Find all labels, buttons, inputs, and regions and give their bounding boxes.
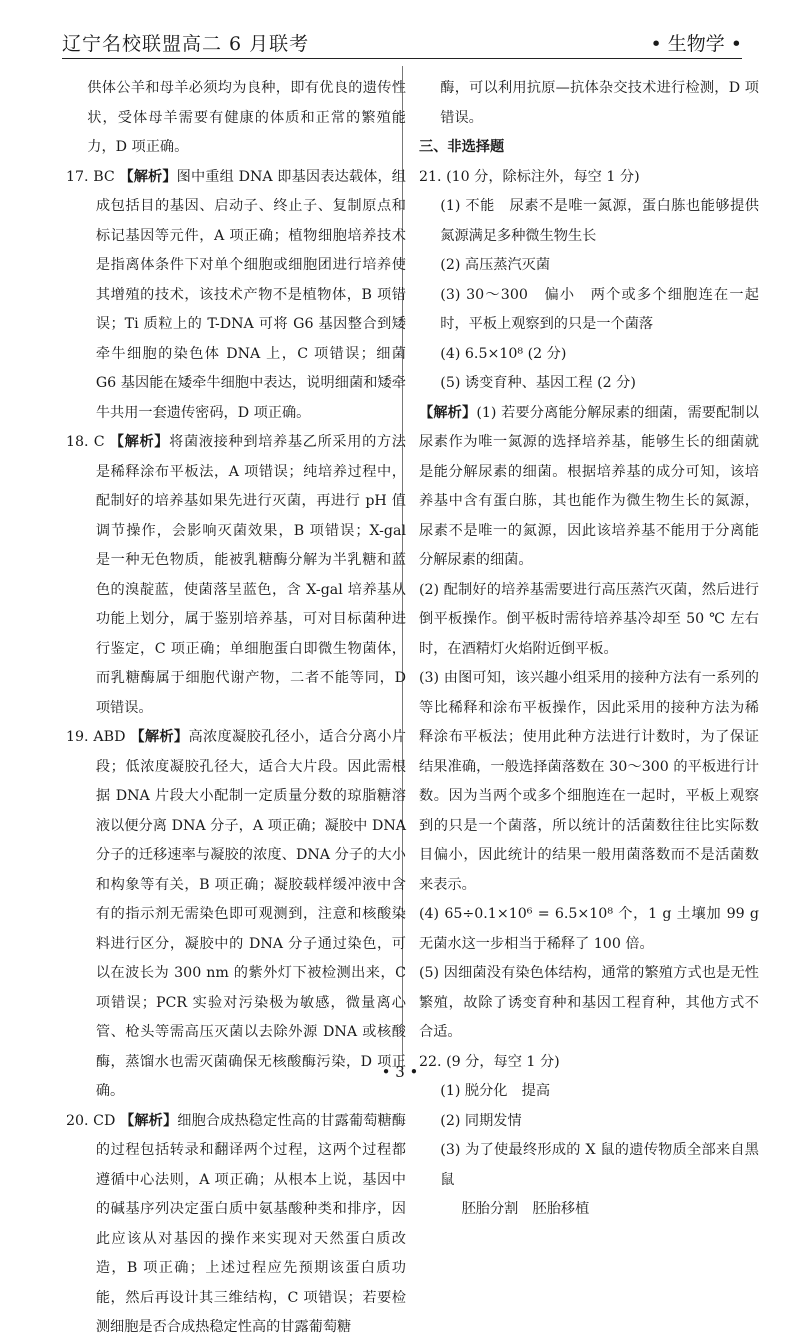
explanation-21-1-text: (1) 若要分离能分解尿素的细菌，需要配制以尿素作为唯一氮源的选择培养基，能够生长的细菌就是能分解尿素的细菌。根据培养基的成分可知，该培养基中含有蛋白胨，其也能作为微生物生长的氮源，尿素不是唯一的氮源，因此该培养基不能用于分离能分解尿素的细菌。 xyxy=(419,404,759,568)
answer-21-heading: 21. (10 分，除标注外，每空 1 分) xyxy=(419,168,640,185)
answer-18-key: 18. C xyxy=(66,434,105,450)
page-header xyxy=(62,18,742,59)
explanation-21-4: (4) 65÷0.1×10⁶ = 6.5×10⁸ 个，1 g 土壤加 99 g 无菌水这一步相当于稀释了 100 倍。 xyxy=(419,906,759,952)
answer-20-key: 20. CD xyxy=(66,1112,116,1129)
answer-18 xyxy=(66,428,406,723)
exam-title: 辽宁名校联盟高二 6 月联考 xyxy=(62,33,310,55)
section-heading: 三、非选择题 xyxy=(419,139,505,155)
answer-19-key: 19. ABD xyxy=(66,729,126,745)
answer-20-text: 细胞合成热稳定性高的甘露葡萄糖酶的过程包括转录和翻译两个过程，这两个过程都遵循中心法则，A 项正确；从根本上说，基因中的碱基序列决定蛋白质中氨基酸种类和排序，因此应该从对基因的操作来实现对天然蛋白质改造，B 项正确；上述过程应先预期该蛋白质功能，然后再设计其三维结构，C 项错误；若要检测细胞是否合成热稳定性高的甘露葡萄糖 xyxy=(95,1112,406,1335)
answer-22-part1: (1) 脱分化 提高 xyxy=(440,1083,551,1099)
answer-21-part3: (3) 30～300 偏小 两个或多个细胞连在一起时，平板上观察到的只是一个菌落 xyxy=(440,286,759,332)
analysis-tag: 【解析】 xyxy=(119,168,177,185)
answer-17 xyxy=(66,163,406,429)
answer-22-part3b: 胚胎分割 胚胎移植 xyxy=(461,1201,590,1217)
explanation-21-3: (3) 由图可知，该兴趣小组采用的接种方法有一系列的等比稀释和涂布平板操作，因此采用的接种方法为稀释涂布平板法；使用此种方法进行计数时，为了保证结果准确，一般选择菌落数在 30～300 的平板进行计数。因为当两个或多个细胞连在一起时，平板上观察到的只是一个菌落，所以统计的活菌数往往比实际数目偏小，因此统计的结果一般用菌落数而不是活菌数来表示。 xyxy=(419,670,759,893)
analysis-tag: 【解析】 xyxy=(419,404,477,421)
analysis-tag: 【解析】 xyxy=(120,1112,178,1129)
answer-19-text: 高浓度凝胶孔径小，适合分离小片段；低浓度凝胶孔径大，适合大片段。因此需根据 DNA 片段大小配制一定质量分数的琼脂糖溶液以便分离 DNA 分子，A 项正确；凝胶中 DNA 分子的迁移速率与凝胶的浓度、DNA 分子的大小和构象等有关，B 项正确；凝胶载样缓冲液中含有的指示剂无需染色即可观测到，注意和核酸染料进行区分，凝胶中的 DNA 分子通过染色，可以在波长为 300 nm 的紫外灯下被检测出来，C 项错误；PCR 实验对污染极为敏感，微量离心管、枪头等需高压灭菌以去除外源 DNA 或核酸酶，蒸馏水也需灭菌确保无核酸酶污染，D 项正确。 xyxy=(95,729,406,1099)
explanation-21-1 xyxy=(419,399,759,576)
analysis-tag: 【解析】 xyxy=(130,729,189,745)
answer-22-heading: 22. (9 分，每空 1 分) xyxy=(419,1053,560,1070)
answer-21-part1: (1) 不能 尿素不是唯一氮源，蛋白胨也能够提供氮源满足多种微生物生长 xyxy=(440,198,759,244)
answer-17-key: 17. BC xyxy=(66,168,115,185)
answer-21-part2: (2) 高压蒸汽灭菌 xyxy=(440,257,551,273)
page-number: • 3 • xyxy=(381,1063,419,1081)
answer-21-part5: (5) 诱变育种、基因工程 (2 分) xyxy=(440,375,636,391)
right-column xyxy=(419,74,759,1225)
explanation-21-5: (5) 因细菌没有染色体结构，通常的繁殖方式也是无性繁殖，故除了诱变育种和基因工程育种，其他方式不合适。 xyxy=(419,965,759,1040)
subject-label: • 生物学 • xyxy=(650,33,742,55)
left-column xyxy=(66,74,406,1343)
answer-22-part2: (2) 同期发情 xyxy=(440,1112,522,1129)
answer-21-part4: (4) 6.5×10⁸ (2 分) xyxy=(440,345,567,362)
answer-20 xyxy=(66,1107,406,1343)
explanation-21-2: (2) 配制好的培养基需要进行高压蒸汽灭菌，然后进行倒平板操作。倒平板时需待培养基冷却至 50 ℃ 左右时，在酒精灯火焰附近倒平板。 xyxy=(419,581,759,657)
answer-18-text: 将菌液接种到培养基乙所采用的方法是稀释涂布平板法，A 项错误；纯培养过程中，配制好的培养基如果先进行灭菌，再进行 pH 值调节操作，会影响灭菌效果，B 项错误；X-gal 是一种无色物质，能被乳糖酶分解为半乳糖和蓝色的溴靛蓝，使菌落呈蓝色，含 X-gal 培养基从功能上划分，属于鉴别培养基，可对目标菌种进行鉴定，C 项正确；单细胞蛋白即微生物菌体，而乳糖酶属于细胞代谢产物，二者不能等同，D 项错误。 xyxy=(95,434,406,716)
answer-19 xyxy=(66,723,406,1107)
q16-continuation: 供体公羊和母羊必须均为良种，即有优良的遗传性状，受体母羊需要有健康的体质和正常的繁殖能力，D 项正确。 xyxy=(87,80,406,155)
answer-22-part3: (3) 为了使最终形成的 X 鼠的遗传物质全部来自黑鼠 xyxy=(440,1142,759,1188)
answer-17-text: 图中重组 DNA 即基因表达载体，组成包括目的基因、启动子、终止子、复制原点和标记基因等元件，A 项正确；植物细胞培养技术是指离体条件下对单个细胞或细胞团进行培养使其增殖的技术，该技术产物不是植物体，B 项错误；Ti 质粒上的 T-DNA 可将 G6 基因整合到矮牵牛细胞的染色体 DNA 上，C 项错误；细菌 G6 基因能在矮牵牛细胞中表达，说明细菌和矮牵牛共用一套遗传密码，D 项正确。 xyxy=(95,168,406,421)
q20-continuation: 酶，可以利用抗原—抗体杂交技术进行检测，D 项错误。 xyxy=(440,80,759,126)
analysis-tag: 【解析】 xyxy=(109,434,170,450)
